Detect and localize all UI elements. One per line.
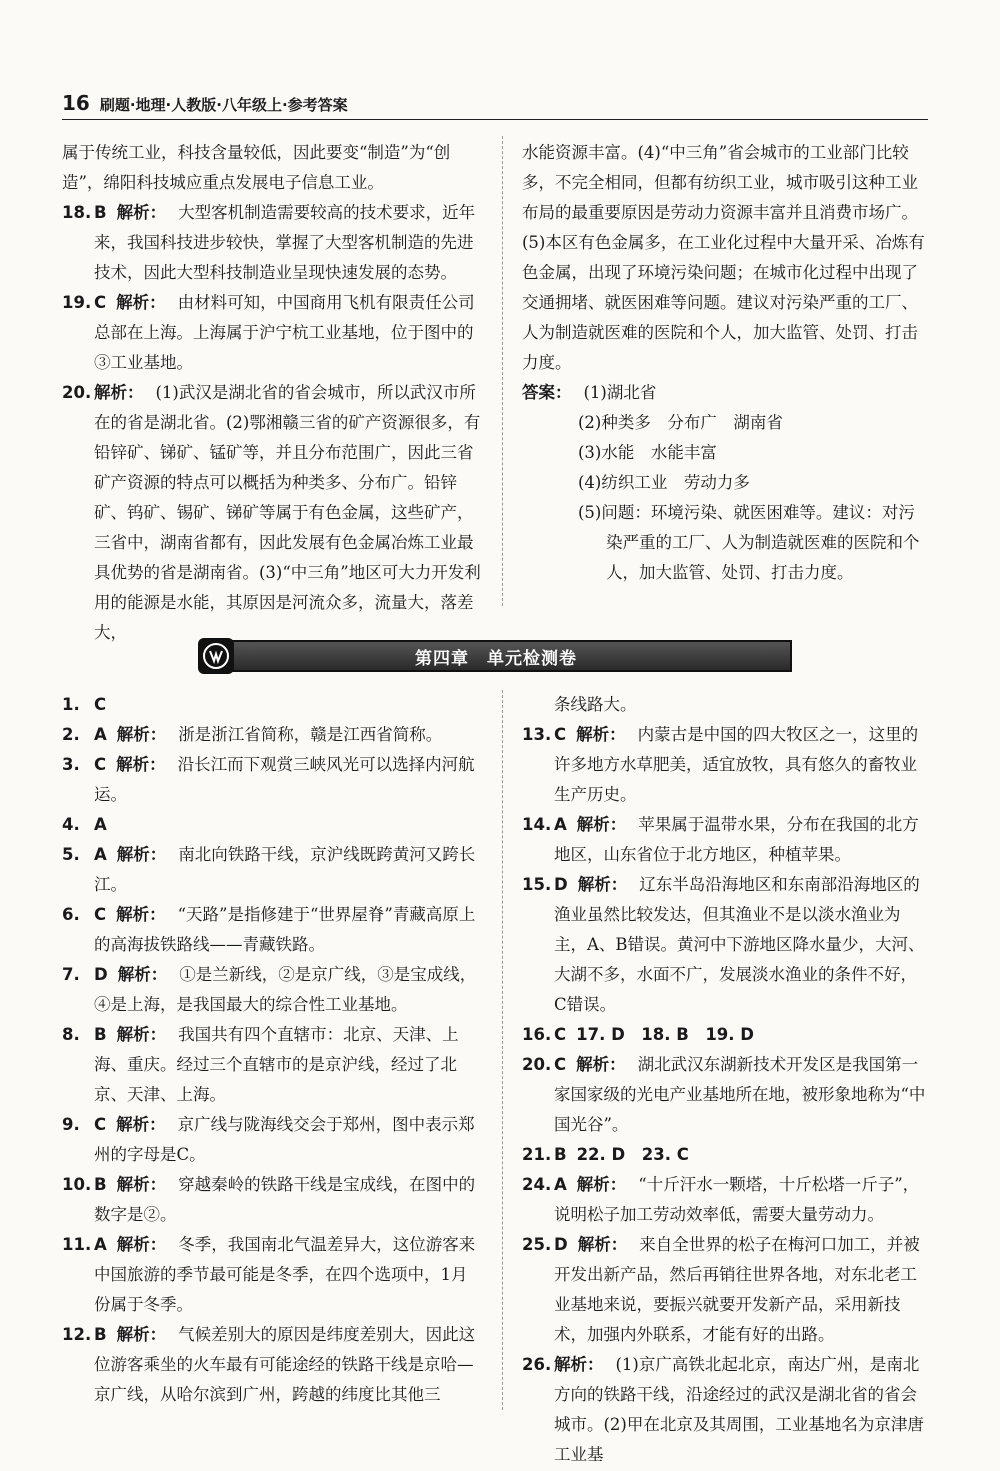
analysis-label: 解析： <box>577 875 628 894</box>
analysis-label: 解析： <box>577 1235 628 1254</box>
top-left-column <box>62 138 482 648</box>
item-text: 来自全世界的松子在梅河口加工，并被开发出新产品，然后再销往世界各地，对东北老工业基地来说，要振兴就要开发新产品，采用新技术，加强内外联系，才能有好的出路。 <box>554 1235 920 1344</box>
question-number: 1. <box>62 695 80 714</box>
item-text: 大型客机制造需要较高的技术要求，近年来，我国科技进步较快，掌握了大型客机制造的先进技术，因此大型科技制造业呈现快速发展的态势。 <box>94 203 476 282</box>
answer-letter: A <box>554 815 567 834</box>
analysis-label: 解析： <box>116 293 166 312</box>
analysis-label: 解析： <box>116 755 166 774</box>
analysis-label: 解析： <box>116 905 166 924</box>
banner-title: 第四章 单元检测卷 <box>415 648 577 669</box>
answer-letter: A <box>94 815 107 834</box>
question-14 <box>522 810 928 870</box>
answer-1: (1)湖北省 <box>583 383 657 402</box>
column-divider <box>502 690 503 1410</box>
item-text: 由材料可知，中国商用飞机有限责任公司总部在上海。上海属于沪宁杭工业基地，位于图中的③工业基地。 <box>94 293 475 372</box>
item-text: (1)武汉是湖北省的省会城市，所以武汉市所在的省是湖北省。(2)鄂湘赣三省的矿产资源很多，有铅锌矿、锑矿、锰矿等，并且分布范围广，因此三省矿产资源的特点可以概括为种类多、分布广。铅锌矿、钨矿、锡矿、锑矿等属于有色金属，这些矿产，三省中，湖南省都有，因此发展有色金属冶炼工业最具优势的省是湖南省。(3)“中三角”地区可大力开发利用的能源是水能，其原因是河流众多，流量大，落差大， <box>94 383 481 642</box>
question-number: 18. <box>62 203 92 222</box>
answer-letter: C <box>554 725 567 744</box>
analysis-label: 解析： <box>117 965 168 984</box>
item-text: 冬季，我国南北气温差异大，这位游客来中国旅游的季节最可能是冬季，在四个选项中，1月份属于冬季。 <box>94 1235 476 1314</box>
question-number: 7. <box>62 965 80 984</box>
question-number: 12. <box>62 1325 92 1344</box>
page-number: 16 <box>62 91 90 115</box>
item-text: 浙是浙江省简称，赣是江西省简称。 <box>178 725 443 744</box>
question-number: 8. <box>62 1025 80 1044</box>
item-text: 水能资源丰富。(4)“中三角”省会城市的工业部门比较多，不完全相同，但都有纺织工业，城市吸引这种工业布局的最重要原因是劳动力资源丰富并且消费市场广。(5)本区有色金属多，在工业化过程中大量开采、冶炼有色金属，出现了环境污染问题；在城市化过程中出现了交通拥堵、就医困难等问题。建议对污染严重的工厂、人为制造就医难的医院和个人，加大监管、处罚、打击力度。 <box>522 143 925 372</box>
answer-letter: C <box>554 1025 567 1044</box>
question-3 <box>62 750 482 810</box>
continuation-text <box>62 138 482 198</box>
item-text: 条线路大。 <box>554 695 637 714</box>
question-2 <box>62 720 482 750</box>
analysis-label: 解析： <box>116 1115 166 1134</box>
item-text: “天路”是指修建于“世界屋脊”青藏高原上的高海拔铁路线——青藏铁路。 <box>94 905 476 954</box>
question-number: 9. <box>62 1115 80 1134</box>
question-13 <box>522 720 928 810</box>
question-number: 11. <box>62 1235 92 1254</box>
answer-letter: C <box>94 755 107 774</box>
answer-letter: D <box>554 1235 568 1254</box>
question-12 <box>62 1320 482 1410</box>
answer-letter: D <box>554 875 568 894</box>
analysis-label: 解析： <box>116 1325 167 1344</box>
answer-letter: B <box>94 203 107 222</box>
item-text: 沿长江而下观赏三峡风光可以选择内河航运。 <box>94 755 475 804</box>
question-number: 2. <box>62 725 80 744</box>
bottom-left-column <box>62 690 482 1410</box>
question-number: 16. <box>522 1025 552 1044</box>
answer-4: (4)纺织工业 劳动力多 <box>578 473 750 492</box>
multi-answers: 22. D 23. C <box>576 1145 689 1164</box>
question-number: 6. <box>62 905 80 924</box>
question-9 <box>62 1110 482 1170</box>
answer-letter: B <box>554 1145 567 1164</box>
item-text: 京广线与陇海线交会于郑州，图中表示郑州的字母是C。 <box>94 1115 475 1164</box>
answer-letter: B <box>94 1025 107 1044</box>
running-title: 刷题·地理·人教版·八年级上·参考答案 <box>99 96 348 114</box>
item-text: 属于传统工业，科技含量较低，因此要变“制造”为“创造”，绵阳科技城应重点发展电子信息工业。 <box>62 143 451 192</box>
answer-letter: A <box>94 1235 107 1254</box>
analysis-label: 解析： <box>94 383 144 402</box>
answer-5: (5)问题：环境污染、就医困难等。建议：对污染严重的工厂、人为制造就医难的医院和个人，加大监管、处罚、打击力度。 <box>578 503 920 582</box>
analysis-label: 解析： <box>116 1025 167 1044</box>
question-6 <box>62 900 482 960</box>
question-8 <box>62 1020 482 1110</box>
analysis-label: 解析： <box>116 1175 167 1194</box>
item-text: 我国共有四个直辖市：北京、天津、上海、重庆。经过三个直辖市的是京沪线，经过了北京、天津、上海。 <box>94 1025 459 1104</box>
question-number: 5. <box>62 845 80 864</box>
question-5 <box>62 840 482 900</box>
item-text: (1)京广高铁北起北京，南达广州，是南北方向的铁路干线，沿途经过的武汉是湖北省的省会城市。(2)甲在北京及其周围，工业基地名为京津唐工业基 <box>554 1355 924 1464</box>
answer-letter: B <box>94 1325 107 1344</box>
multi-answers: 17. D 18. B 19. D <box>576 1025 754 1044</box>
item-text: 湖北武汉东湖新技术开发区是我国第一家国家级的光电产业基地所在地，被形象地称为“中国光谷”。 <box>554 1055 926 1134</box>
analysis-label: 解析： <box>576 1175 627 1194</box>
answer-letter: C <box>94 695 107 714</box>
question-20 <box>62 378 482 648</box>
question-number: 3. <box>62 755 80 774</box>
column-divider <box>502 136 503 606</box>
questions-16-19 <box>522 1020 928 1050</box>
question-4 <box>62 810 482 840</box>
question-number: 10. <box>62 1175 92 1194</box>
question-number: 24. <box>522 1175 552 1194</box>
question-number: 20. <box>522 1055 552 1074</box>
top-right-column <box>522 138 928 588</box>
question-20b <box>522 1050 928 1140</box>
answer-letter: A <box>94 725 107 744</box>
answer-letter: A <box>554 1175 567 1194</box>
answer-letter: D <box>94 965 108 984</box>
question-15 <box>522 870 928 1020</box>
analysis-label: 解析： <box>576 815 627 834</box>
analysis-label: 解析： <box>576 1055 626 1074</box>
item-text: 穿越秦岭的铁路干线是宝成线，在图中的数字是②。 <box>94 1175 476 1224</box>
answer-letter: A <box>94 845 107 864</box>
answer-label: 答案： <box>522 383 572 402</box>
question-number: 15. <box>522 875 552 894</box>
item-text: ①是兰新线，②是京广线，③是宝成线，④是上海，是我国最大的综合性工业基地。 <box>94 965 477 1014</box>
question-number: 21. <box>522 1145 552 1164</box>
question-number: 25. <box>522 1235 552 1254</box>
continuation-text <box>522 138 928 378</box>
analysis-label: 解析： <box>554 1355 604 1374</box>
item-text: 南北向铁路干线，京沪线既跨黄河又跨长江。 <box>94 845 476 894</box>
question-1 <box>62 690 482 720</box>
answer-letter: C <box>94 905 107 924</box>
analysis-label: 解析： <box>116 845 167 864</box>
item-text: “十斤汗水一颗塔，十斤松塔一斤子”，说明松子加工劳动效率低，需要大量劳动力。 <box>554 1175 920 1224</box>
item-text: 气候差别大的原因是纬度差别大，因此这位游客乘坐的火车最有可能途经的铁路干线是京哈—京广线，从哈尔滨到广州，跨越的纬度比其他三 <box>94 1325 476 1404</box>
continuation-text <box>522 690 928 720</box>
answer-letter: B <box>94 1175 107 1194</box>
answer-letter: C <box>554 1055 567 1074</box>
page-header <box>62 88 928 120</box>
question-26 <box>522 1350 928 1470</box>
question-25 <box>522 1230 928 1350</box>
answer-letter: C <box>94 1115 107 1134</box>
item-text: 内蒙古是中国的四大牧区之一，这里的许多地方水草肥美，适宜放牧，具有悠久的畜牧业生产历史。 <box>554 725 919 804</box>
question-number: 20. <box>62 383 92 402</box>
bottom-right-column <box>522 690 928 1470</box>
analysis-label: 解析： <box>116 1235 167 1254</box>
analysis-label: 解析： <box>116 725 167 744</box>
question-19 <box>62 288 482 378</box>
question-24 <box>522 1170 928 1230</box>
question-number: 4. <box>62 815 80 834</box>
question-number: 19. <box>62 293 92 312</box>
leaf-badge-icon <box>198 638 234 674</box>
item-text: 苹果属于温带水果，分布在我国的北方地区，山东省位于北方地区，种植苹果。 <box>554 815 919 864</box>
question-18 <box>62 198 482 288</box>
question-7 <box>62 960 482 1020</box>
question-11 <box>62 1230 482 1320</box>
analysis-label: 解析： <box>576 725 626 744</box>
item-text: 辽东半岛沿海地区和东南部沿海地区的渔业虽然比较发达，但其渔业不是以淡水渔业为主，A、B错误。黄河中下游地区降水量少，大河、大湖不多，水面不广，发展淡水渔业的条件不好，C错误。 <box>554 875 925 1014</box>
analysis-label: 解析： <box>116 203 167 222</box>
question-10 <box>62 1170 482 1230</box>
question-number: 26. <box>522 1355 552 1374</box>
chapter-banner <box>200 640 792 672</box>
questions-21-23 <box>522 1140 928 1170</box>
question-number: 14. <box>522 815 552 834</box>
answer-3: (3)水能 水能丰富 <box>578 443 717 462</box>
answer-letter: C <box>94 293 107 312</box>
question-number: 13. <box>522 725 552 744</box>
answer-heading <box>522 378 928 408</box>
answer-2: (2)种类多 分布广 湖南省 <box>578 413 783 432</box>
